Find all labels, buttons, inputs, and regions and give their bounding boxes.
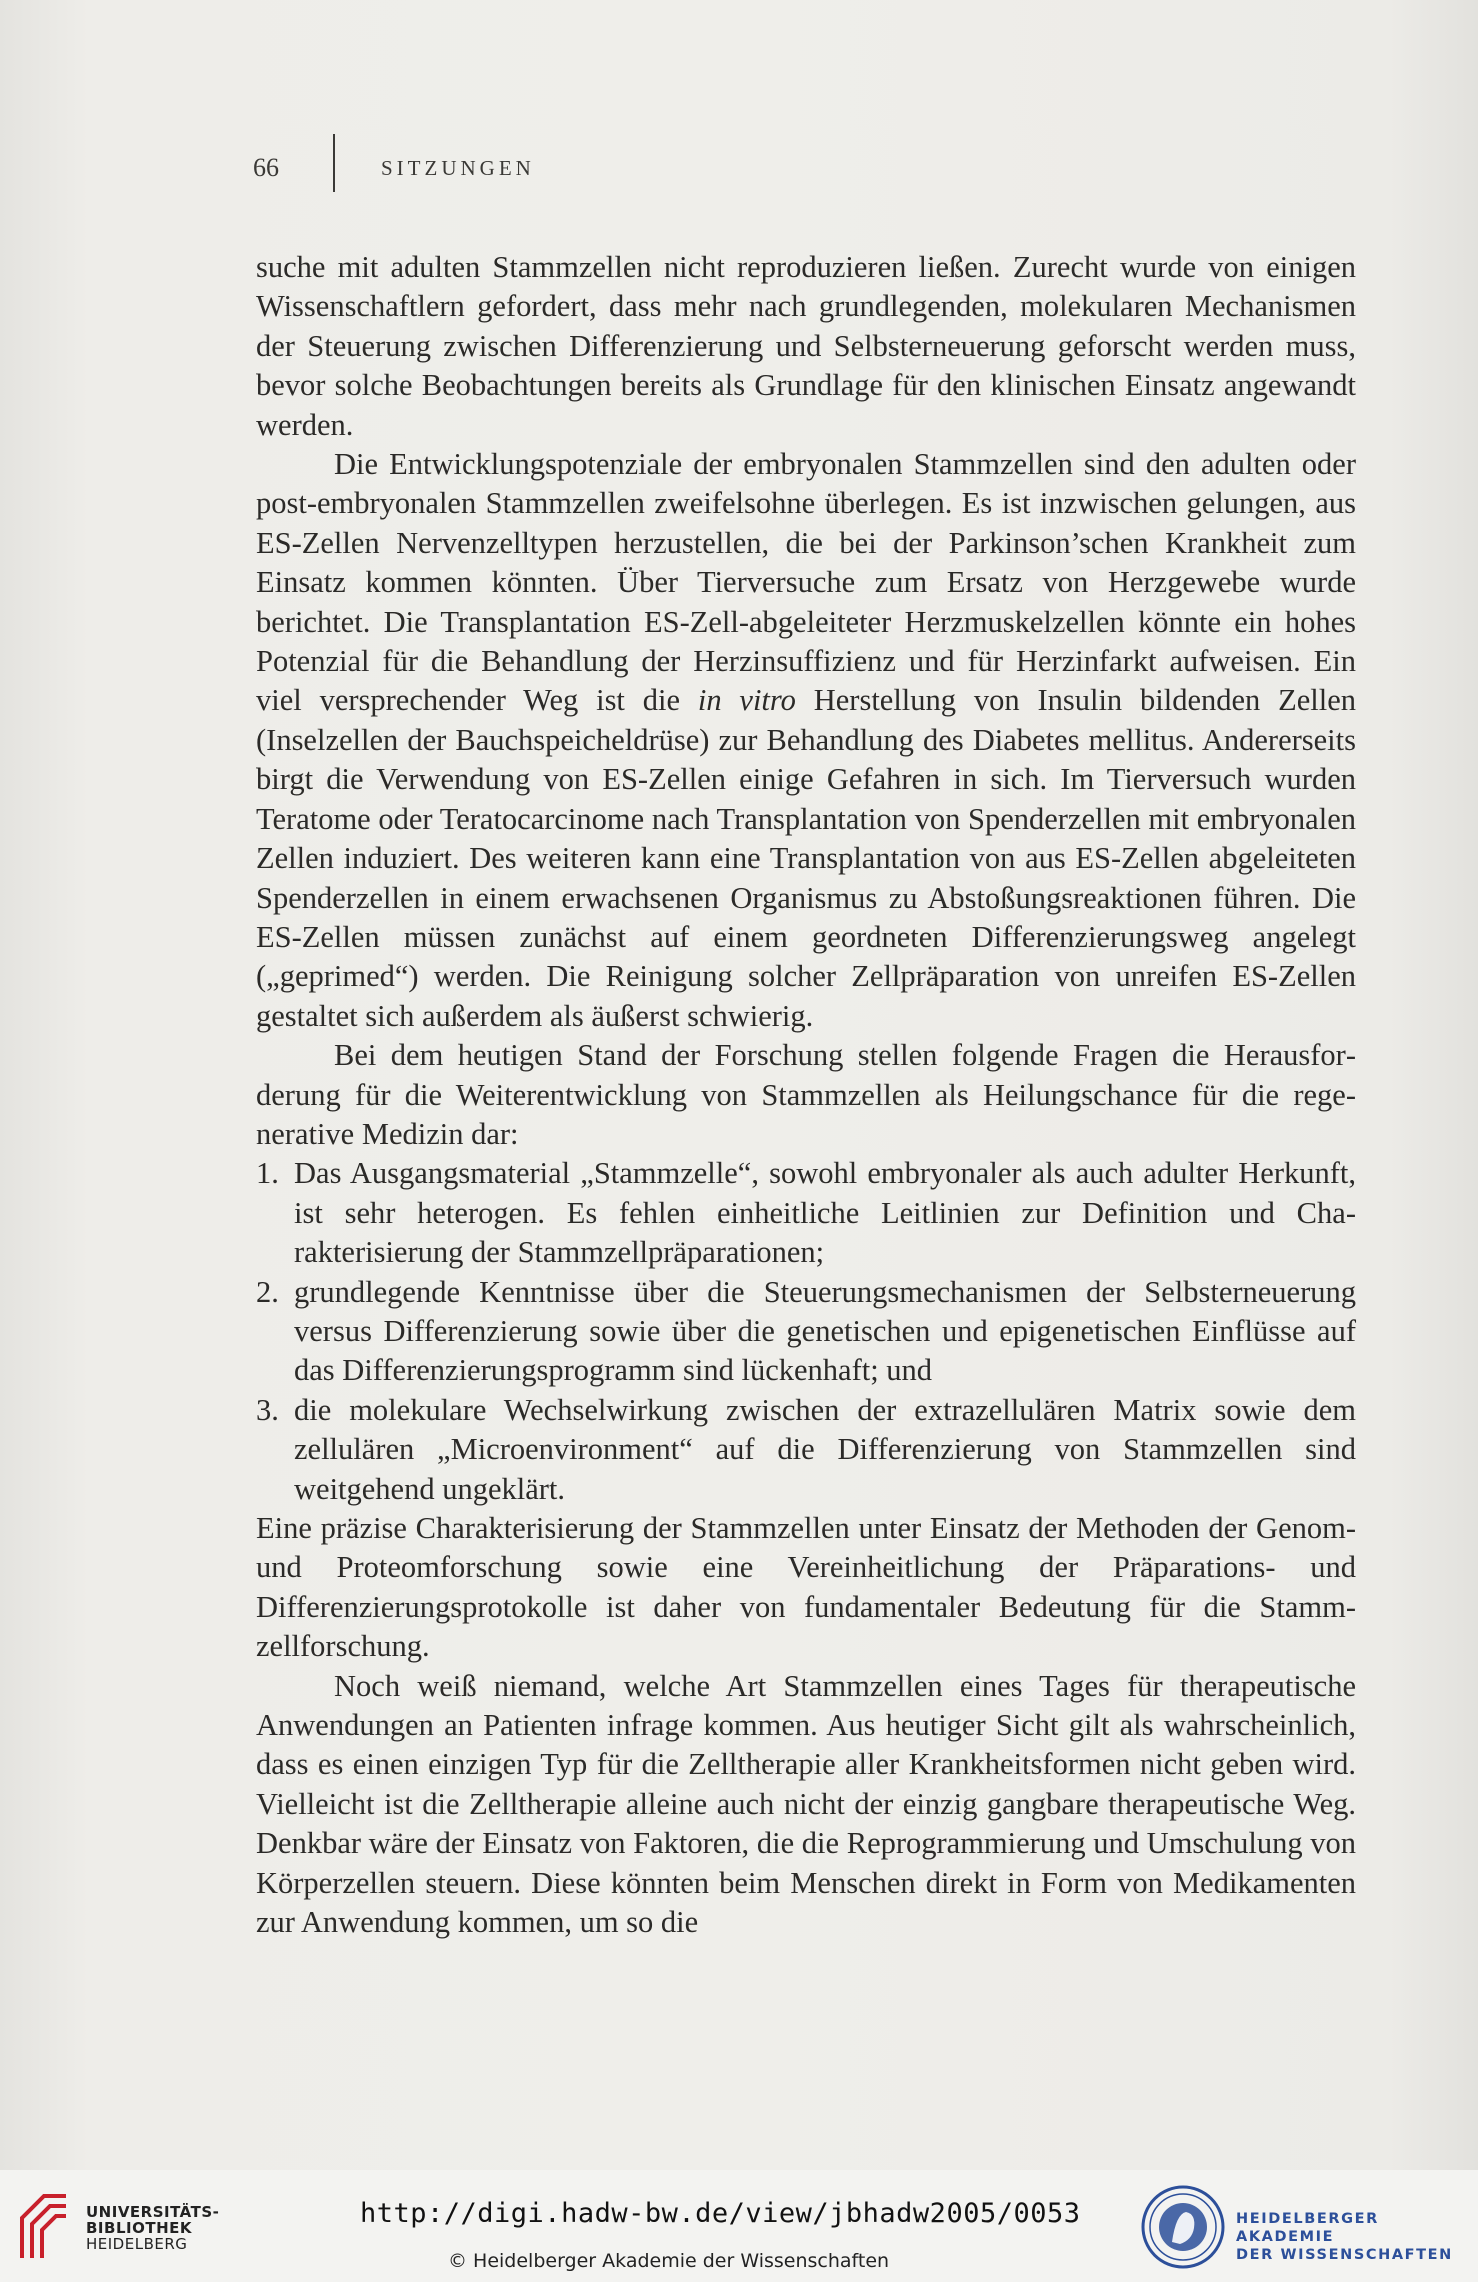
paragraph-1: suche mit adulten Stammzellen nicht reproduzieren ließen. Zurecht wurde von einigen Wissenschaftlern gefordert, dass mehr nach grundlegenden, molekularen Mechanismen der Steuerung zwischen Differenzierung und Selbsterneuerung geforscht werden muss, bevor solche Beobachtungen bereits als Grundlage für den klinischen Einsatz angewandt werden. [256,250,1356,442]
academy-name-line: DER WISSENSCHAFTEN [1236,2247,1453,2263]
university-library-logo-icon [14,2188,74,2262]
list-item [256,1154,1356,1272]
academy-name-line: HEIDELBERGER AKADEMIE [1236,2211,1379,2245]
list-number: 2. [256,1274,279,1309]
running-title: SITZUNGEN [381,155,535,180]
list-number: 1. [256,1156,279,1191]
paragraph-2-italic: in vitro [697,683,796,718]
library-name-line: HEIDELBERG [86,2235,188,2253]
list-item [256,1391,1356,1509]
paragraph-2 [256,445,1356,1036]
body-text [256,248,1356,1942]
numbered-list [256,1154,1356,1509]
university-library-name [86,2204,219,2252]
list-text: die molekulare Wechselwirkung zwischen der extrazellulären Matrix sowie dem zellulären „Microenvironment“ auf die Differenzierung von Stammzellen sind weitgehend ungeklärt. [294,1392,1356,1506]
header-rule [333,134,335,192]
paragraph-2-part-b: Herstellung von Insulin bildenden Zellen (Inselzellen der Bauchspeicheldrüse) zur Behandlung des Diabetes mellitus. Andererseits birgt die Verwendung von ES-Zellen einige Gefahren in sich. Im Tierversuch wurden Teratome oder Teratocarcinome nach Transplantation von Spenderzellen mit embryonalen Zellen induziert. Des weiteren kann eine Transplantation von aus ES-Zellen abgeleiteten Spenderzellen in einem erwachsenen Organismus zu Abstoßungsreaktionen führen. Die ES-Zellen müssen zunächst auf einem geordneten Differenzierungsweg angelegt („geprimed“) werden. Die Reinigung solcher Zellpräparation von unreifen ES-Zellen gestaltet sich außerdem als äußerst schwierig. [256,683,1357,1033]
list-text: grundlegende Kenntnisse über die Steuerungsmechanismen der Selbsterneuerung versus Differenzierung sowie über die genetischen und epigenetischen Einflüsse auf das Differenzierungsprogramm sind lückenhaft; und [294,1274,1356,1388]
library-name-line: UNIVERSITÄTS- [86,2203,220,2221]
library-name-line: BIBLIOTHEK [86,2219,192,2237]
paragraph-2-part-a: Die Entwicklungspotenziale der embryonalen Stammzellen sind den adulten oder post-embryonalen Stammzellen zweifelsohne überlegen. Es ist inzwischen gelungen, aus ES-Zellen Nervenzelltypen herzustellen, die bei der Parkinson’schen Krankheit zum Einsatz kommen könnten. Über Tierversuche zum Ersatz von Herzgewebe wurde berichtet. Die Transplantation ES-Zell-abgeleiteter Herzmuskelzellen könnte ein hohes Potenzial für die Behandlung der Herzinsuffizienz und für Herzinfarkt aufweisen. Ein viel versprechender Weg ist die [256,447,1356,718]
page-number: 66 [253,153,279,182]
list-number: 3. [256,1392,279,1427]
permalink-url[interactable]: http://digi.hadw-bw.de/view/jbhadw2005/0053 [360,2198,1081,2229]
digitization-footer [0,2170,1478,2282]
list-item [256,1273,1356,1391]
academy-seal-icon [1140,2184,1226,2270]
paragraph-5: Noch weiß niemand, welche Art Stammzellen eines Tages für therapeutische Anwendungen an Patienten infrage kommen. Aus heutiger Sicht gilt als wahrscheinlich, dass es einen einzigen Typ für die Zelltherapie aller Krankheitsformen nicht geben wird. Vielleicht ist die Zelltherapie alleine auch nicht der einzig gangbare therapeutische Weg. Denkbar wäre der Einsatz von Faktoren, die die Reprogrammierung und Umschulung von Körperzellen steuern. Diese könnten beim Menschen direkt in Form von Medikamenten zur Anwendung kommen, um so die [256,1668,1356,1940]
paragraph-3: Bei dem heutigen Stand der Forschung stellen folgende Fragen die Herausforderung für die Weiterentwicklung von Stammzellen als Heilungschance für die regenerative Medizin dar: [256,1038,1356,1151]
list-text: Das Ausgangsmaterial „Stammzelle“, sowohl embryonaler als auch adulter Herkunft, ist sehr heterogen. Es fehlen einheitliche Leitlinien zur Definition und Charakterisierung der Stammzellpräparationen; [294,1156,1356,1270]
running-head [253,150,535,186]
academy-name [1236,2210,1478,2264]
paragraph-4: Eine präzise Charakterisierung der Stammzellen unter Einsatz der Methoden der Genom- und Proteomforschung sowie eine Vereinheitlichung der Präparations- und Differenzierungsprotokolle ist daher von fundamentaler Bedeutung für die Stammzellforschung. [256,1511,1356,1664]
copyright-notice: © Heidelberger Akademie der Wissenschaften [448,2250,890,2272]
